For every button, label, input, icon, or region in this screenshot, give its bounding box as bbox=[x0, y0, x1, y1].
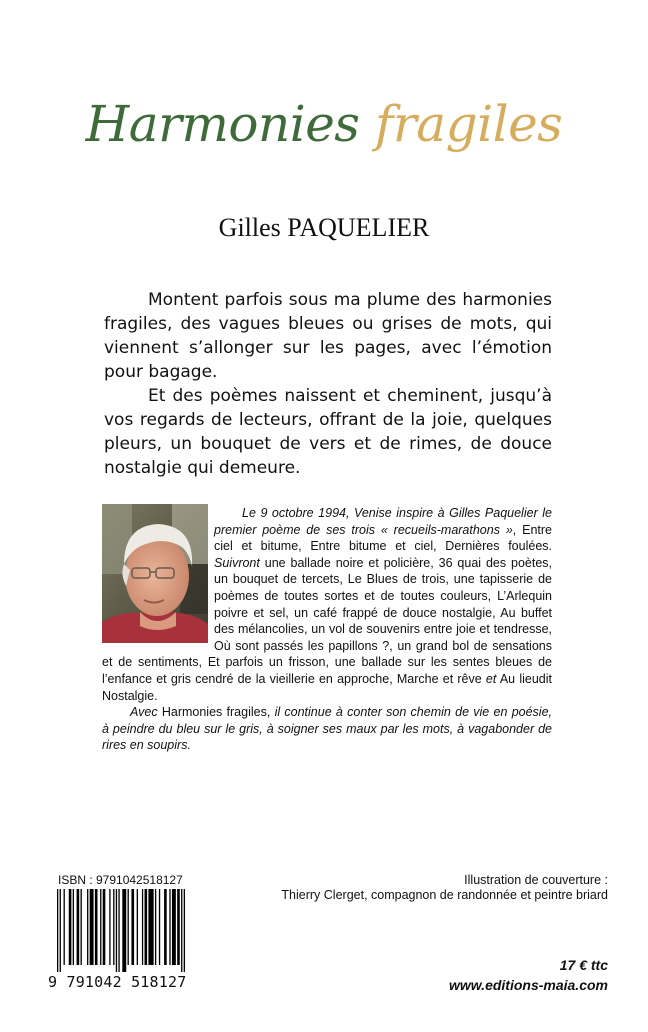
isbn-digits: 9 791042 518127 bbox=[48, 973, 187, 991]
barcode-bar bbox=[100, 889, 101, 965]
barcode-bar bbox=[169, 889, 170, 965]
bio-italic-word: Avec bbox=[130, 705, 158, 720]
bio-intro-italic: Le 9 octobre 1994, Venise inspire à Gilles Paquelier le premier poème de ses trois « recueils-marathons » bbox=[214, 506, 552, 537]
bio-text: une ballade noire et policière, 36 quai des poètes, un bouquet de tercets, Le Blues de trois, une tapisserie de poèmes de toutes sortes et de toutes couleurs, L’Arlequin poivre et sel, un café frappé de douce nostalgie, Au buffet des mélancolies, un vol de souvenirs entre joie et tendresse, Où sont passés les papillons ?, un grand bol de sensations et de sentiments, Et parfois un frisson, une ballade sur les sentes bleues de l’enfance et gris cendré de la vieillerie en approche, Marche et rêve bbox=[102, 555, 552, 686]
barcode-bar bbox=[95, 889, 98, 965]
barcode-bar bbox=[116, 889, 117, 972]
back-cover-blurb bbox=[104, 288, 552, 480]
blurb-paragraph-1: Montent parfois sous ma plume des harmonies fragiles, des vagues bleues ou grises de mots, qui viennent s’allonger sur les pages, avec l’émotion pour bagage. bbox=[104, 290, 552, 382]
barcode-icon bbox=[57, 889, 185, 972]
barcode-bar bbox=[69, 889, 72, 965]
isbn-label: ISBN : 9791042518127 bbox=[58, 873, 183, 887]
barcode-bar bbox=[159, 889, 160, 965]
price: 17 € ttc bbox=[559, 957, 608, 973]
publisher-website: www.editions-maia.com bbox=[449, 977, 608, 993]
barcode-bar bbox=[87, 889, 88, 965]
barcode-bar bbox=[81, 889, 82, 965]
photo-spacer bbox=[102, 505, 214, 645]
barcode-bar bbox=[155, 889, 156, 965]
book-title bbox=[0, 92, 648, 156]
barcode-bar bbox=[172, 889, 176, 965]
bio-text: , Entre ciel et bitume, Entre bitume et ciel, Dernières foulées. bbox=[214, 522, 552, 554]
bio-italic-word: Suivront bbox=[214, 555, 260, 570]
bio-italic-word: et bbox=[485, 671, 497, 686]
barcode-bar bbox=[103, 889, 106, 965]
barcode-bar bbox=[184, 889, 185, 972]
bio-closing-italic: il continue à conter son chemin de vie en poésie, à peindre du bleu sur le gris, à soigner ses maux par les mots, à vagabonder de rires en soupirs. bbox=[102, 705, 552, 753]
barcode-bar bbox=[77, 889, 80, 965]
barcode-bar bbox=[177, 889, 180, 965]
blurb-paragraph-2: Et des poèmes naissent et cheminent, jusqu’à vos regards de lecteurs, offrant de la joie, quelques pleurs, un bouquet de vers et de rimes, de douce nostalgie qui demeure. bbox=[104, 386, 552, 478]
barcode-bar bbox=[131, 889, 134, 965]
bio-text: Au lieudit Nostalgie. bbox=[102, 671, 552, 703]
barcode-bar bbox=[122, 889, 126, 972]
barcode-bar bbox=[142, 889, 143, 965]
author-name: Gilles PAQUELIER bbox=[218, 213, 430, 242]
barcode-bar bbox=[64, 889, 65, 965]
barcode-bar bbox=[57, 889, 58, 972]
barcode-bar bbox=[90, 889, 94, 965]
barcode-bar bbox=[181, 889, 182, 972]
barcode-bar bbox=[164, 889, 167, 965]
barcode-bar bbox=[128, 889, 129, 965]
barcode-bar bbox=[137, 889, 138, 965]
illustration-credit: Thierry Clerget, compagnon de randonnée et peintre briard bbox=[281, 888, 608, 902]
bio-text: Harmonies fragiles, bbox=[157, 705, 275, 720]
bio-paragraph-2 bbox=[102, 704, 552, 754]
barcode-bar bbox=[60, 889, 61, 972]
book-title-word-2: fragiles bbox=[374, 95, 563, 153]
author-biography bbox=[102, 505, 552, 754]
barcode-bar bbox=[145, 889, 148, 965]
book-title-word-1: Harmonies bbox=[85, 95, 360, 153]
barcode-bar bbox=[109, 889, 110, 965]
barcode-bar bbox=[118, 889, 119, 972]
barcode-bar bbox=[148, 889, 153, 965]
illustration-credit-label: Illustration de couverture : bbox=[464, 873, 608, 887]
barcode-bar bbox=[113, 889, 114, 965]
barcode-bar bbox=[73, 889, 74, 965]
